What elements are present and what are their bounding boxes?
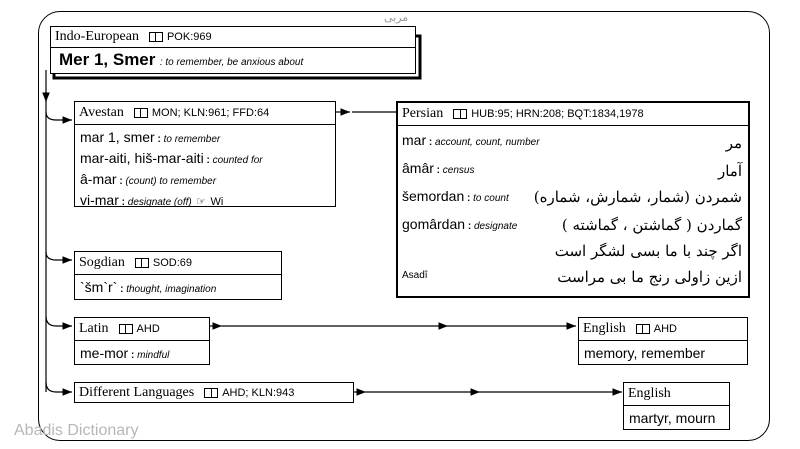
root-box xyxy=(50,26,416,74)
english-box-2 xyxy=(623,382,730,430)
root-header xyxy=(51,27,415,48)
pointing-hand-icon: ☞ xyxy=(196,196,207,208)
sogdian-language: Sogdian xyxy=(79,255,125,270)
list-item: mar : account, count, number xyxy=(402,132,540,148)
sogdian-header xyxy=(75,252,281,275)
book-icon xyxy=(119,324,133,334)
avestan-entries xyxy=(75,125,335,215)
list-item: gomârdan : designate xyxy=(402,216,518,232)
quote-line: ازین زاولی رنج ما بی مراست xyxy=(557,268,742,286)
list-item: me-mor : mindful xyxy=(80,345,170,361)
different-header xyxy=(75,383,353,402)
english-box-1 xyxy=(578,317,748,365)
persian-script: مر xyxy=(725,134,742,152)
book-icon xyxy=(134,108,148,118)
latin-header xyxy=(75,318,209,341)
latin-box xyxy=(74,317,210,365)
book-icon xyxy=(453,109,467,119)
persian-script: گماردن ( گماشتن ، گماشته ) xyxy=(561,216,742,234)
root-word: Mer 1, Smer xyxy=(59,50,156,69)
sogdian-ref: SOD:69 xyxy=(152,257,193,269)
persian-ref: HUB:95; HRN:208; BQT:1834,1978 xyxy=(471,108,644,120)
list-item: mar 1, smer : to remember xyxy=(80,129,221,145)
persian-script: آمار xyxy=(717,162,742,180)
different-languages-box xyxy=(74,382,354,403)
root-body: Mer 1, Smer : to remember, be anxious about xyxy=(59,50,304,69)
root-ref: POK:969 xyxy=(166,31,212,43)
avestan-header xyxy=(75,102,335,125)
quote-author: Asadî xyxy=(402,270,428,281)
list-item: âmâr : census xyxy=(402,160,475,176)
list-item: `šm`r` : thought, imagination xyxy=(80,279,217,295)
english-ref: AHD xyxy=(653,323,678,335)
persian-header xyxy=(398,103,748,126)
list-item: martyr, mourn xyxy=(629,410,716,426)
book-icon xyxy=(149,32,163,42)
list-item: vi-mar : designate (off) ☞ Wi xyxy=(80,192,224,208)
list-item: šemordan : to count xyxy=(402,188,509,204)
root-gloss: to remember, be anxious about xyxy=(165,57,304,68)
persian-script: شمردن (شمار، شمارش، شماره) xyxy=(533,188,742,206)
latin-language: Latin xyxy=(79,321,109,336)
avestan-box xyxy=(74,101,336,207)
persian-entries xyxy=(398,126,748,296)
latin-ref: AHD xyxy=(136,323,160,335)
avestan-language: Avestan xyxy=(79,105,124,120)
book-icon xyxy=(135,258,149,268)
root-language: Indo-European xyxy=(55,29,139,44)
book-icon xyxy=(204,388,218,398)
english2-header xyxy=(624,383,729,406)
sogdian-box xyxy=(74,251,282,300)
persian-language: Persian xyxy=(402,106,444,121)
different-language: Different Languages xyxy=(79,384,195,400)
list-item: mar-aiti, hiš-mar-aiti : counted for xyxy=(80,150,263,166)
different-ref: AHD; KLN:943 xyxy=(222,386,295,399)
book-icon xyxy=(636,324,650,334)
english2-language: English xyxy=(628,386,671,401)
list-item: â-mar : (count) to remember xyxy=(80,171,217,187)
quote-line: اگر چند با ما بسی لشگر است xyxy=(554,242,742,260)
avestan-ref: MON; KLN:961; FFD:64 xyxy=(151,107,270,119)
list-item: memory, remember xyxy=(584,345,706,361)
english-language: English xyxy=(583,321,626,336)
watermark-top: مربی xyxy=(384,11,409,24)
watermark-bottom: Abadis Dictionary xyxy=(14,422,139,439)
persian-box xyxy=(396,101,750,298)
english-header xyxy=(579,318,747,341)
